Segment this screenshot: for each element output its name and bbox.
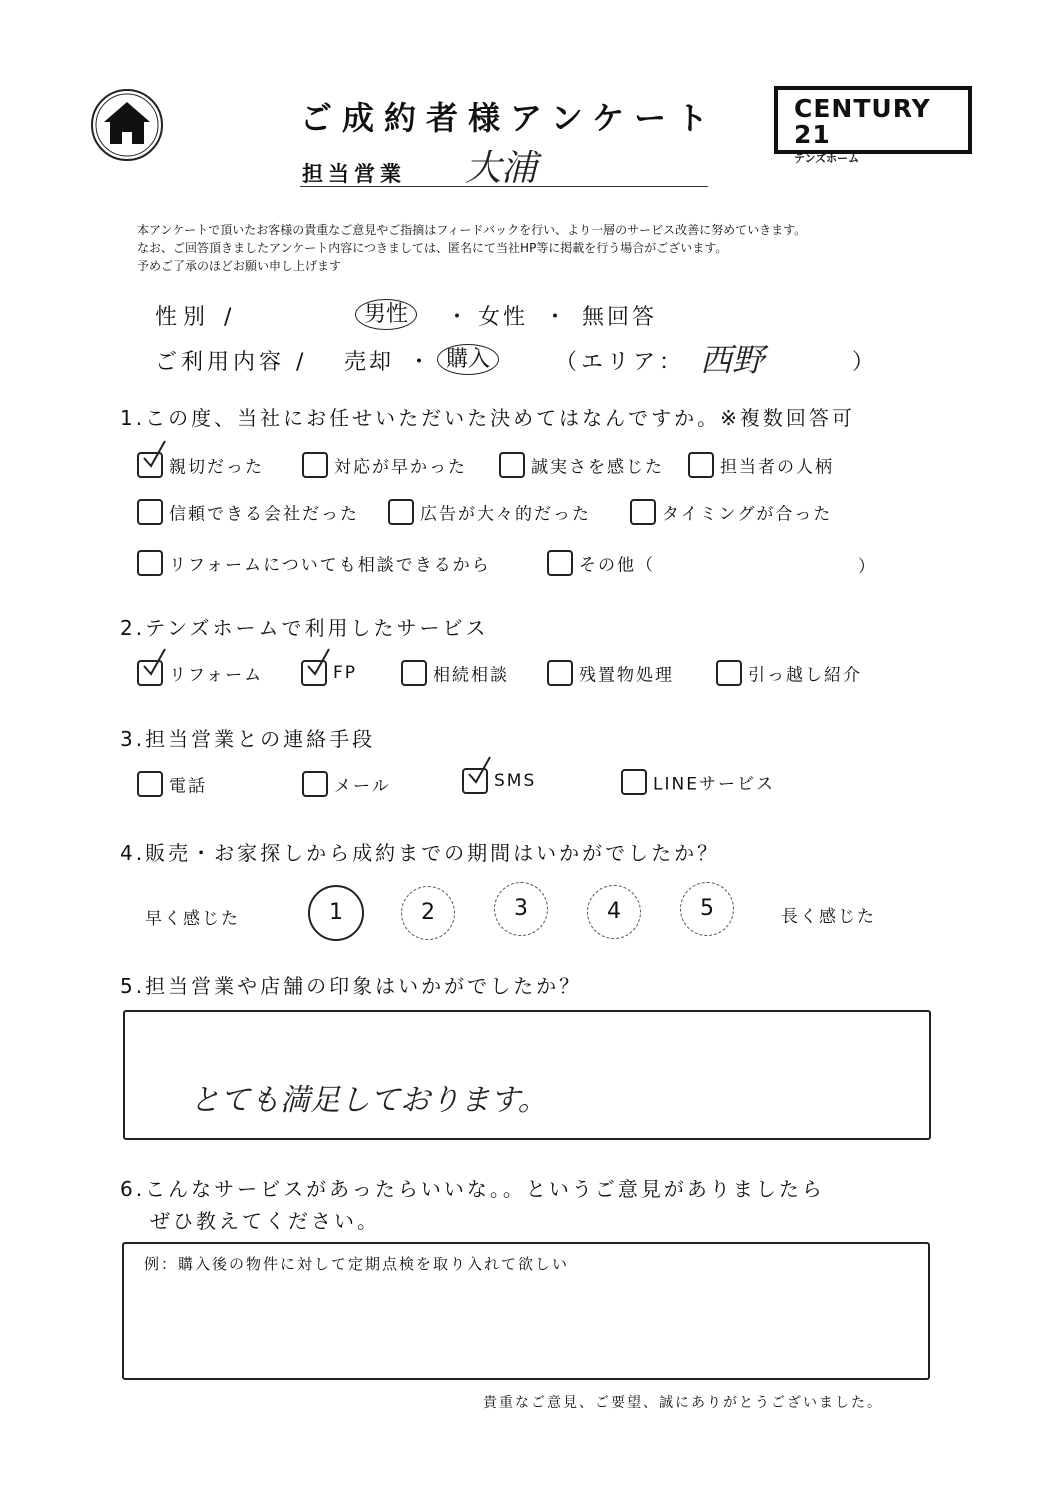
- option-label: 残置物処理: [579, 665, 674, 686]
- option-label: 広告が大々的だった: [420, 504, 591, 525]
- gender-option-female[interactable]: 女性: [478, 305, 529, 330]
- q2-option-moving[interactable]: [716, 660, 862, 686]
- checkmark-icon: [466, 756, 492, 786]
- q6-title-line2: ぜひ教えてください。: [150, 1209, 380, 1233]
- gender-label: 性別 /: [155, 305, 238, 330]
- checkbox[interactable]: [716, 660, 742, 686]
- checkbox[interactable]: [499, 452, 525, 478]
- checkbox[interactable]: [137, 660, 163, 686]
- option-label: FP: [333, 663, 358, 683]
- checkbox[interactable]: [388, 499, 414, 525]
- brand-name: CENTURY 21: [794, 94, 931, 149]
- option-label: その他（: [579, 555, 655, 576]
- intro-line: 本アンケートで頂いたお客様の貴重なご意見やご指摘はフィードバックを行い、より一層のサービス改善に努めていきます。: [137, 223, 807, 237]
- checkbox[interactable]: [137, 771, 163, 797]
- q5-answer-handwritten: とても満足しております。: [190, 1083, 548, 1118]
- intro-line: なお、ご回答頂きましたアンケート内容につきましては、匿名にて当社HP等に掲載を行う場合がございます。: [137, 241, 728, 255]
- q1-option-other[interactable]: [547, 550, 655, 576]
- checkmark-icon: [141, 648, 167, 678]
- option-label: LINEサービス: [653, 774, 775, 795]
- separator-dot: ・: [544, 305, 567, 330]
- option-label: タイミングが合った: [662, 504, 833, 525]
- area-close: ）: [852, 350, 875, 375]
- q1-option-kind[interactable]: [137, 452, 264, 478]
- q2-title: 2.テンズホームで利用したサービス: [120, 616, 489, 640]
- q4-title: 4.販売・お家探しから成約までの期間はいかがでしたか？: [120, 841, 721, 865]
- q4-right-label: 長く感じた: [781, 907, 876, 927]
- usage-option-buy[interactable]: [437, 342, 499, 373]
- scale-option-1[interactable]: 1: [308, 885, 364, 941]
- q4-left-label: 早く感じた: [145, 909, 240, 929]
- intro-line: 予めご了承のほどお願い申し上げます: [137, 259, 342, 273]
- q2-option-fp[interactable]: [301, 660, 357, 686]
- q5-title: 5.担当営業や店舗の印象はいかがでしたか？: [120, 974, 583, 998]
- checkbox[interactable]: [137, 499, 163, 525]
- staff-underline: [300, 186, 708, 187]
- q1-other-close: ）: [858, 557, 877, 577]
- q1-option-timing[interactable]: [630, 499, 832, 525]
- usage-buy-label: 購入: [437, 344, 499, 375]
- q2-option-reform[interactable]: [137, 660, 263, 686]
- staff-label: 担当営業: [302, 162, 406, 186]
- scale-option-2[interactable]: 2: [401, 886, 455, 940]
- q3-option-email[interactable]: [302, 771, 391, 797]
- option-label: 対応が早かった: [334, 457, 467, 478]
- option-label: 相続相談: [433, 665, 509, 686]
- brand-subname: テンズホーム: [794, 152, 860, 165]
- q1-option-fast[interactable]: [302, 452, 467, 478]
- gender-male-label: 男性: [355, 299, 417, 330]
- checkbox[interactable]: [688, 452, 714, 478]
- option-label: リフォームについても相談できるから: [169, 555, 491, 576]
- gender-option-no-answer[interactable]: 無回答: [582, 305, 658, 330]
- q1-option-sincere[interactable]: [499, 452, 664, 478]
- checkmark-icon: [141, 440, 167, 470]
- intro-text: [137, 221, 937, 275]
- q1-option-advertising[interactable]: [388, 499, 591, 525]
- q3-option-line[interactable]: [621, 769, 775, 795]
- q3-option-phone[interactable]: [137, 771, 207, 797]
- checkbox[interactable]: [302, 452, 328, 478]
- checkbox[interactable]: [547, 660, 573, 686]
- checkbox[interactable]: [401, 660, 427, 686]
- checkbox[interactable]: [621, 769, 647, 795]
- option-label: 誠実さを感じた: [531, 457, 664, 478]
- option-label: 信頼できる会社だった: [169, 504, 359, 525]
- separator-dot: ・: [446, 305, 469, 330]
- footer-thanks: 貴重なご意見、ご要望、誠にありがとうございました。: [483, 1395, 883, 1411]
- area-value-handwritten: 西野: [700, 341, 765, 379]
- gender-option-male[interactable]: [355, 297, 417, 328]
- option-label: 電話: [169, 776, 207, 797]
- checkbox[interactable]: [301, 660, 327, 686]
- q1-title: 1.この度、当社にお任せいただいた決めてはなんですか。※複数回答可: [120, 406, 855, 430]
- scale-option-5[interactable]: 5: [680, 882, 734, 936]
- usage-option-sell[interactable]: 売却: [344, 350, 395, 375]
- q2-option-leftover[interactable]: [547, 660, 674, 686]
- checkbox[interactable]: [137, 550, 163, 576]
- option-label: SMS: [494, 771, 537, 791]
- q1-option-reform[interactable]: [137, 550, 491, 576]
- staff-name-handwritten: 大浦: [465, 148, 538, 189]
- page-title: ご成約者様アンケート: [300, 99, 719, 137]
- q6-example-text: 例：購入後の物件に対して定期点検を取り入れて欲しい: [144, 1255, 570, 1273]
- century21-logo: [774, 86, 972, 165]
- area-open: （エリア：: [555, 350, 686, 375]
- q3-option-sms[interactable]: [462, 768, 536, 794]
- checkbox[interactable]: [630, 499, 656, 525]
- checkbox[interactable]: [547, 550, 573, 576]
- q3-title: 3.担当営業との連絡手段: [120, 727, 376, 751]
- checkbox[interactable]: [137, 452, 163, 478]
- house-logo-icon: [90, 88, 164, 162]
- checkbox[interactable]: [302, 771, 328, 797]
- option-label: 親切だった: [169, 457, 264, 478]
- checkmark-icon: [305, 648, 331, 678]
- usage-label: ご利用内容 /: [155, 350, 308, 375]
- option-label: 引っ越し紹介: [748, 665, 862, 686]
- separator-dot: ・: [408, 350, 431, 375]
- option-label: メール: [334, 776, 391, 797]
- scale-option-4[interactable]: 4: [587, 885, 641, 939]
- q6-title-line1: 6.こんなサービスがあったらいいな。。というご意見がありましたら: [120, 1177, 825, 1201]
- q1-option-trust[interactable]: [137, 499, 359, 525]
- checkbox[interactable]: [462, 768, 488, 794]
- option-label: リフォーム: [169, 665, 264, 686]
- q1-option-personality[interactable]: [688, 452, 834, 478]
- option-label: 担当者の人柄: [720, 457, 834, 478]
- q2-option-inheritance[interactable]: [401, 660, 509, 686]
- scale-option-3[interactable]: 3: [494, 882, 548, 936]
